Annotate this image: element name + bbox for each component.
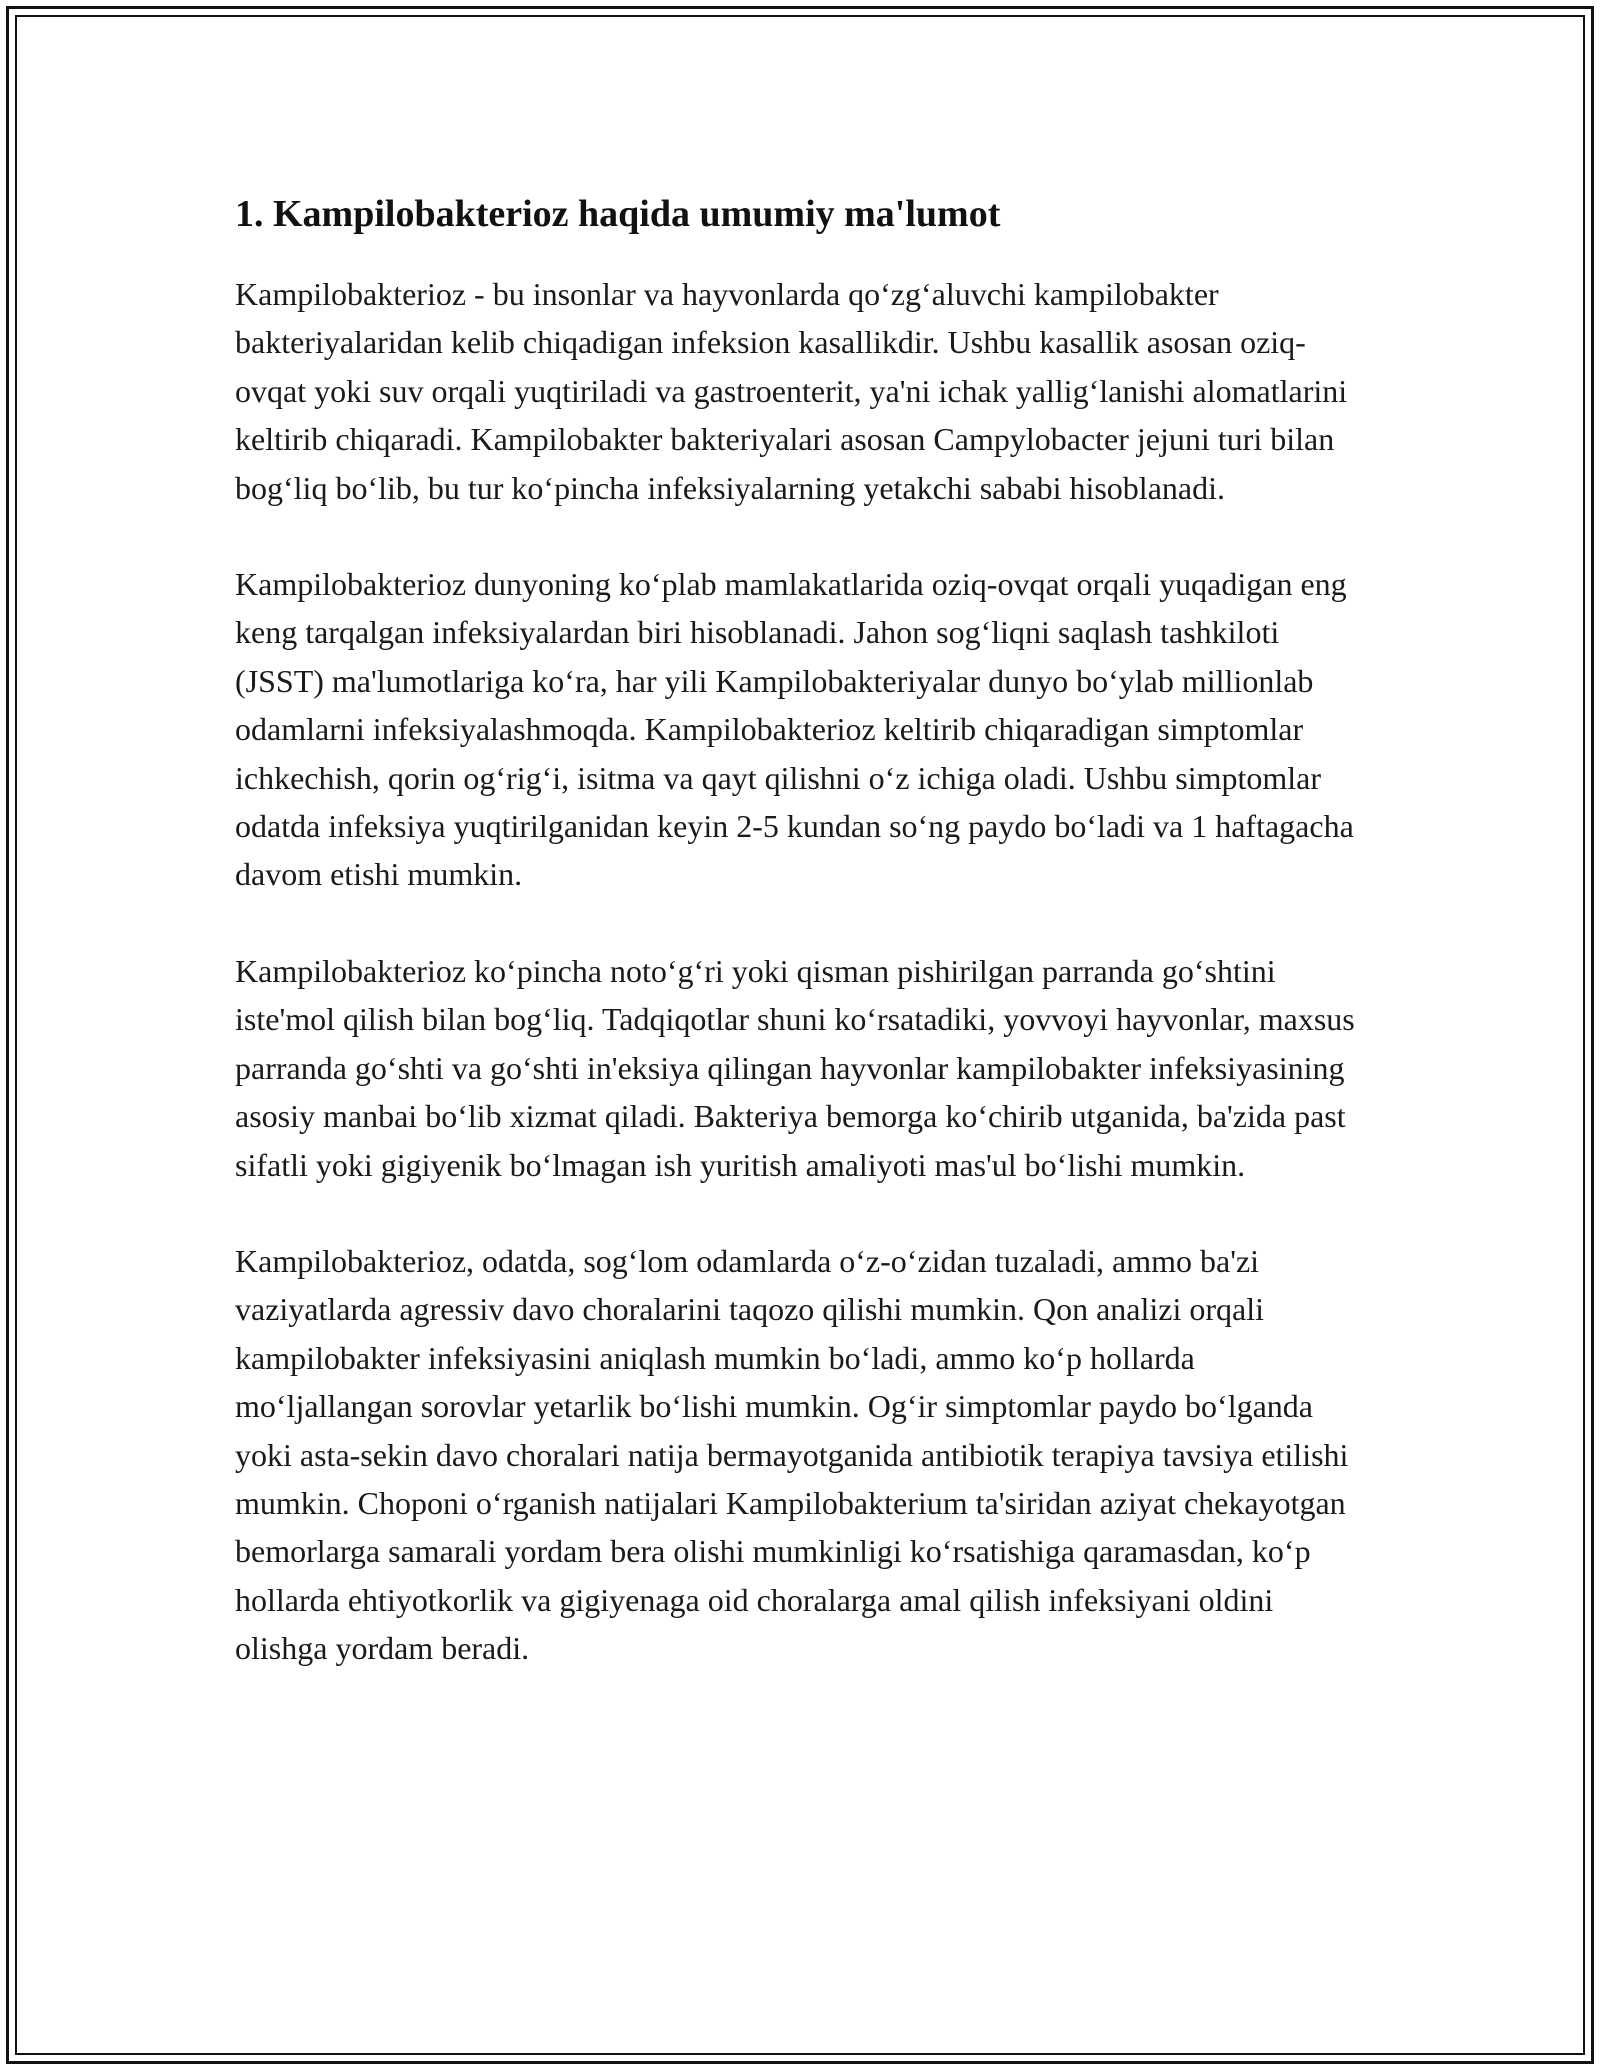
document-body	[235, 188, 1365, 1673]
paragraph-4: Kampilobakterioz, odatda, sog‘lom odamlarda o‘z-o‘zidan tuzaladi, ammo ba'zi vaziyatlarda agressiv davo choralarini taqozo qilishi mumkin. Qon analizi orqali kampilobakter infeksiyasini aniqlash mumkin bo‘ladi, ammo ko‘p hollarda mo‘ljallangan sorovlar yetarlik bo‘lishi mumkin. Og‘ir simptomlar paydo bo‘lganda yoki asta-sekin davo choralari natija bermayotganida antibiotik terapiya tavsiya etilishi mumkin. Choponi o‘rganish natijalari Kampilobakterium ta'siridan aziyat chekayotgan bemorlarga samarali yordam bera olishi mumkinligi ko‘rsatishiga qaramasdan, ko‘p hollarda ehtiyotkorlik va gigiyenaga oid choralarga amal qilish infeksiyani oldini olishga yordam beradi.	[235, 1242, 1349, 1667]
section-title: 1. Kampilobakterioz haqida umumiy ma'lumot	[235, 193, 1001, 235]
paragraph-1: Kampilobakterioz - bu insonlar va hayvonlarda qo‘zg‘aluvchi kampilobakter bakteriyalaridan kelib chiqadigan infeksion kasallikdir. Ushbu kasallik asosan oziq-ovqat yoki suv orqali yuqtiriladi va gastroenterit, ya'ni ichak yallig‘lanishi alomatlarini keltirib chiqaradi. Kampilobakter bakteriyalari asosan Campylobacter jejuni turi bilan bog‘liq bo‘lib, bu tur ko‘pincha infeksiyalarning yetakchi sababi hisoblanadi.	[235, 276, 1348, 506]
paragraph-2: Kampilobakterioz dunyoning ko‘plab mamlakatlarida oziq-ovqat orqali yuqadigan eng keng tarqalgan infeksiyalardan biri hisoblanadi. Jahon sog‘liqni saqlash tashkiloti (JSST) ma'lumotlariga ko‘ra, har yili Kampilobakteriyalar dunyo bo‘ylab millionlab odamlarni infeksiyalashmoqda. Kampilobakterioz keltirib chiqaradigan simptomlar ichkechish, qorin og‘rig‘i, isitma va qayt qilishni o‘z ichiga oladi. Ushbu simptomlar odatda infeksiya yuqtirilganidan keyin 2-5 kundan so‘ng paydo bo‘ladi va 1 haftagacha davom etishi mumkin.	[235, 566, 1354, 893]
paragraph-3: Kampilobakterioz ko‘pincha noto‘g‘ri yoki qisman pishirilgan parranda go‘shtini iste'mol qilish bilan bog‘liq. Tadqiqotlar shuni ko‘rsatadiki, yovvoyi hayvonlar, maxsus parranda go‘shti va go‘shti in'eksiya qilingan hayvonlar kampilobakter infeksiyasining asosiy manbai bo‘lib xizmat qiladi. Bakteriya bemorga ko‘chirib utganida, ba'zida past sifatli yoki gigiyenik bo‘lmagan ish yuritish amaliyoti mas'ul bo‘lishi mumkin.	[235, 952, 1355, 1183]
